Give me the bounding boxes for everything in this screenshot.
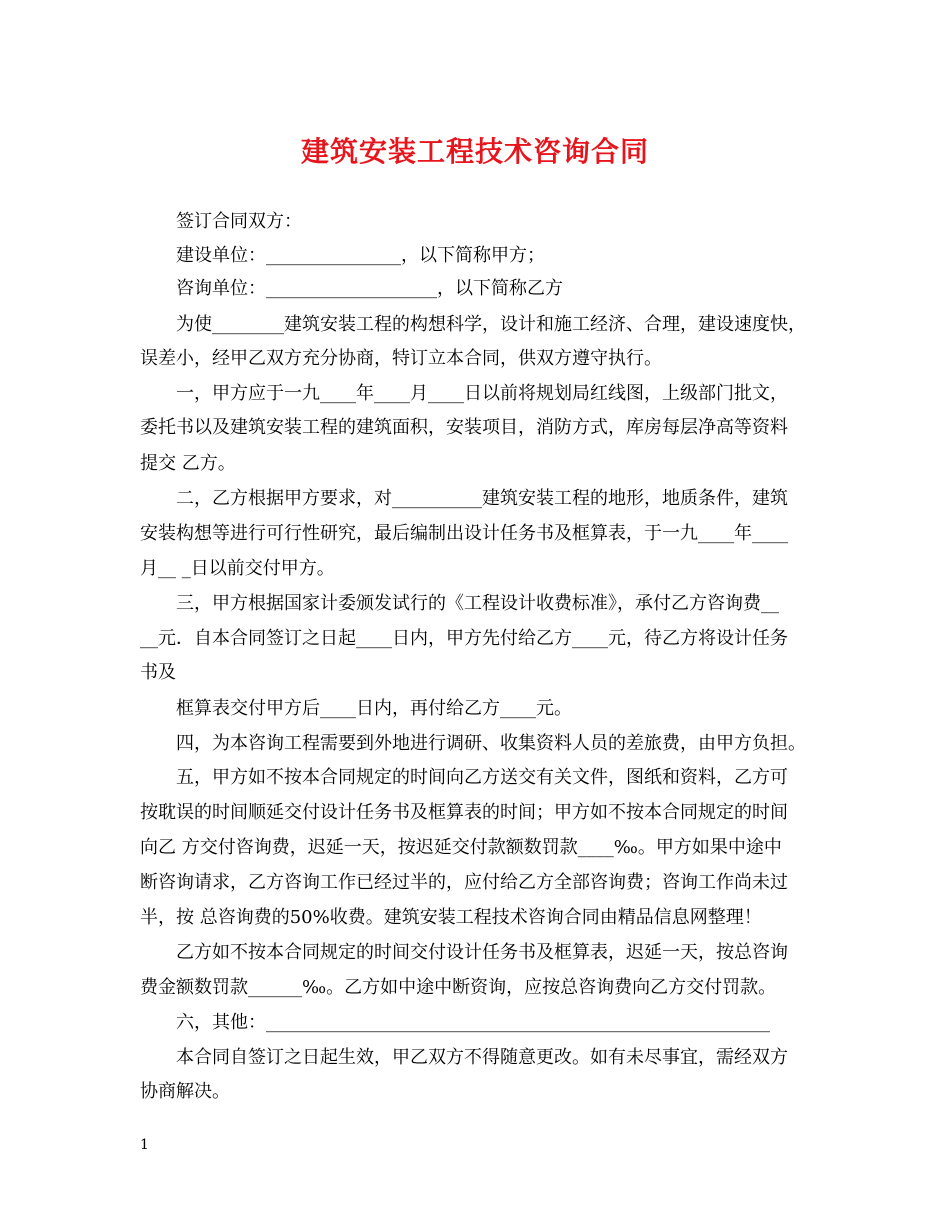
paragraph-line: 月__ _日以前交付甲方。 — [140, 558, 335, 579]
paragraph-line: 框算表交付甲方后____日内，再付给乙方____元。 — [176, 698, 572, 719]
paragraph-line: 向乙 方交付咨询费，迟延一天，按迟延交付款额数罚款____‰。甲方如果中途中 — [140, 837, 782, 858]
page-number: 1 — [140, 1137, 149, 1153]
paragraph-line: 提交 乙方。 — [140, 453, 236, 474]
paragraph-line: 协商解决。 — [140, 1081, 230, 1102]
paragraph-line: 委托书以及建筑安装工程的建筑面积，安装项目，消防方式，库房每层净高等资料 — [140, 417, 788, 438]
paragraph-line: 一，甲方应于一九____年____月____日以前将规划局红线图，上级部门批文， — [176, 383, 788, 404]
paragraph-line: 本合同自签订之日起生效，甲乙双方不得随意更改。如有未尽事宜，需经双方 — [176, 1047, 788, 1068]
paragraph-line: 书及 — [140, 662, 176, 683]
paragraph-line: 为使________建筑安装工程的构想科学，设计和施工经济、合理，建设速度快， — [176, 314, 806, 335]
paragraph-line: 咨询单位：___________________，以下简称乙方 — [176, 278, 563, 299]
paragraph-line: 半，按 总咨询费的50%收费。建筑安装工程技术咨询合同由精品信息网整理！ — [140, 907, 762, 928]
paragraph-line: 断咨询请求，乙方咨询工作已经过半的，应付给乙方全部咨询费；咨询工作尚未过 — [140, 872, 788, 893]
paragraph-line: 六，其他：________________________________________________________ — [176, 1012, 770, 1033]
paragraph-line: 签订合同双方： — [176, 211, 302, 232]
paragraph-line: 四，为本咨询工程需要到外地进行调研、收集资料人员的差旅费，由甲方负担。 — [176, 733, 806, 754]
paragraph-line: 按耽误的时间顺延交付设计任务书及框算表的时间；甲方如不按本合同规定的时间 — [140, 802, 788, 823]
paragraph-line: 安装构想等进行可行性研究，最后编制出设计任务书及框算表，于一九____年____ — [140, 523, 788, 544]
paragraph-line: 三，甲方根据国家计委颁发试行的《工程设计收费标准》，承付乙方咨询费__ — [176, 593, 779, 614]
paragraph-line: 乙方如不按本合同规定的时间交付设计任务书及框算表，迟延一天，按总咨询 — [176, 942, 788, 963]
paragraph-line: 建设单位：_______________，以下简称甲方； — [176, 245, 545, 266]
paragraph-line: 二，乙方根据甲方要求，对__________建筑安装工程的地形，地质条件，建筑 — [176, 488, 788, 509]
paragraph-line: __元．自本合同签订之日起____日内，甲方先付给乙方____元，待乙方将设计任务 — [140, 628, 788, 649]
paragraph-line: 五，甲方如不按本合同规定的时间向乙方送交有关文件，图纸和资料，乙方可 — [176, 767, 788, 788]
paragraph-line: 费金额数罚款______‰。乙方如中途中断资询，应按总咨询费向乙方交付罚款。 — [140, 977, 777, 998]
paragraph-line: 误差小，经甲乙双方充分协商，特订立本合同，供双方遵守执行。 — [140, 348, 662, 369]
document-title: 建筑安装工程技术咨询合同 — [300, 135, 649, 168]
